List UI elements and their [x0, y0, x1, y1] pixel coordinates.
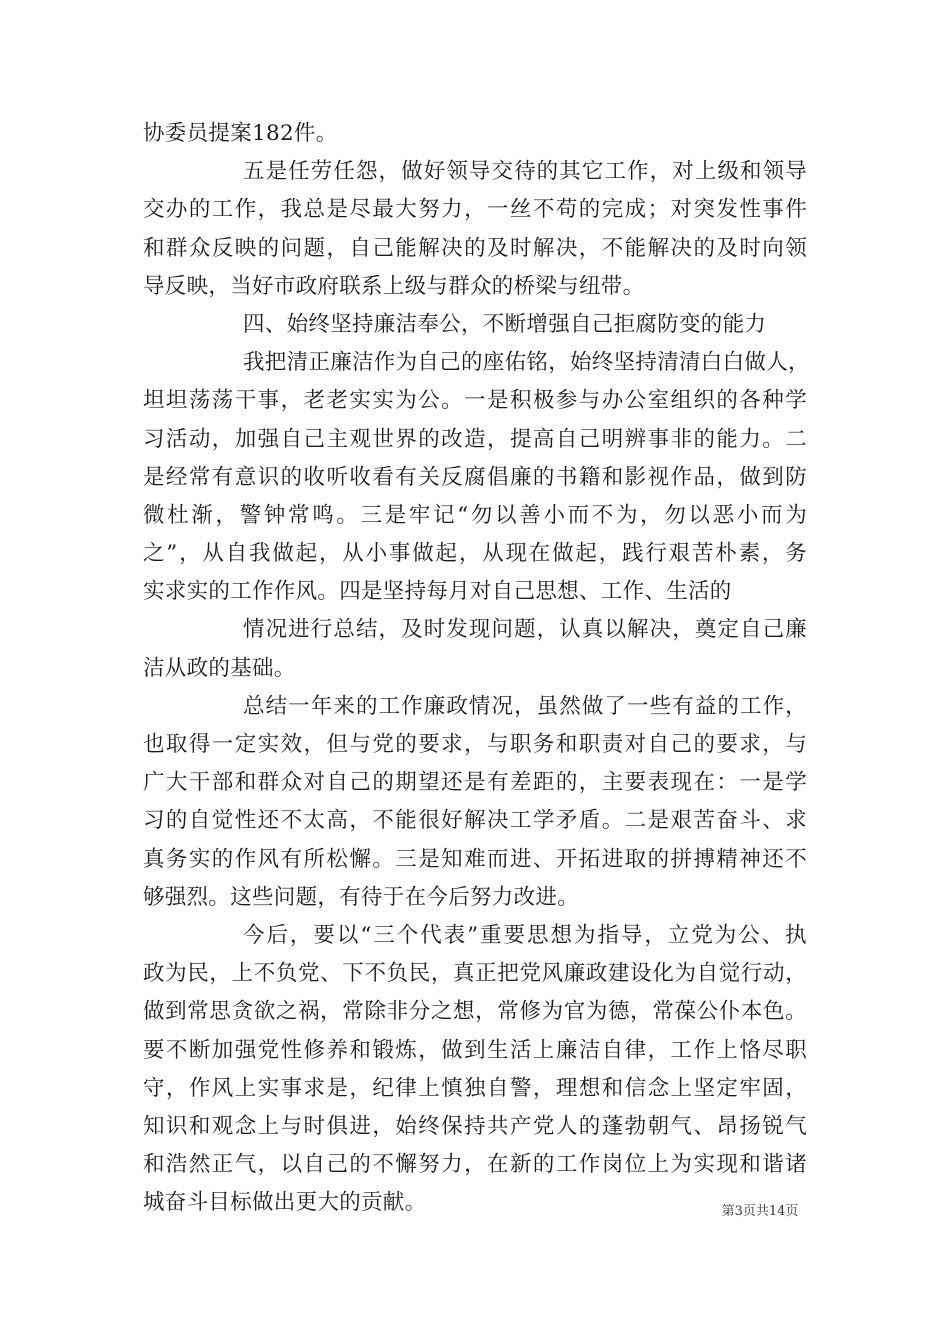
text-line: 城奋斗目标做出更大的贡献。 — [143, 1190, 427, 1216]
text-line: 习活动，加强自己主观世界的改造，提高自己明辨事非的能力。二 — [143, 426, 807, 452]
page-number-footer: 第3页共14页 — [721, 1204, 799, 1219]
text-line: 四、始终坚持廉洁奉公，不断增强自己拒腐防变的能力 — [243, 311, 767, 337]
text-line: 情况进行总结，及时发现问题，认真以解决，奠定自己廉 — [243, 617, 807, 643]
text-line: 广大干部和群众对自己的期望还是有差距的，主要表现在：一是学 — [143, 770, 807, 796]
text-line: 够强烈。这些问题，有待于在今后努力改进。 — [143, 884, 580, 910]
text-line: 今后，要以“三个代表”重要思想为指导，立党为公、执 — [243, 922, 807, 948]
text-line: 五是任劳任怨，做好领导交待的其它工作，对上级和领导 — [243, 159, 807, 185]
text-line: 要不断加强党性修养和锻炼，做到生活上廉洁自律，工作上恪尽职 — [143, 1037, 807, 1063]
text-line: 实求实的工作作风。四是坚持每月对自己思想、工作、生活的 — [143, 579, 732, 605]
text-line: 真务实的作风有所松懈。三是知难而进、开拓进取的拼搏精神还不 — [143, 846, 807, 872]
document-body — [143, 115, 810, 1222]
text-line: 我把清正廉洁作为自己的座佑铭，始终坚持清清白白做人， — [243, 350, 810, 376]
text-line: 知识和观念上与时俱进，始终保持共产党人的蓬勃朝气、昂扬锐气 — [143, 1113, 807, 1139]
text-line: 和群众反映的问题，自己能解决的及时解决，不能解决的及时向领 — [143, 235, 807, 261]
text-line: 习的自觉性还不太高，不能很好解决工学矛盾。二是艰苦奋斗、求 — [143, 808, 807, 834]
text-line: 守，作风上实事求是，纪律上慎独自警，理想和信念上坚定牢固， — [143, 1075, 807, 1101]
text-line: 政为民，上不负党、下不负民，真正把党风廉政建设化为自觉行动， — [143, 961, 807, 987]
text-line: 之”，从自我做起，从小事做起，从现在做起，践行艰苦朴素，务 — [143, 541, 807, 567]
text-line: 导反映，当好市政府联系上级与群众的桥梁与纽带。 — [143, 273, 645, 299]
text-line: 也取得一定实效，但与党的要求，与职务和职责对自己的要求，与 — [143, 732, 807, 757]
text-line: 做到常思贪欲之祸，常除非分之想，常修为官为德，常葆公仆本色。 — [143, 999, 807, 1025]
text-line: 坦坦荡荡干事，老老实实为公。一是积极参与办公室组织的各种学 — [143, 388, 807, 414]
text-line: 洁从政的基础。 — [143, 655, 296, 681]
text-line: 是经常有意识的收听收看有关反腐倡廉的书籍和影视作品，做到防 — [143, 464, 807, 490]
text-line: 协委员提案182件。 — [143, 121, 338, 146]
text-line: 交办的工作，我总是尽最大努力，一丝不苟的完成；对突发性事件 — [143, 197, 807, 223]
text-line: 和浩然正气，以自己的不懈努力，在新的工作岗位上为实现和谐诸 — [143, 1152, 807, 1178]
text-line: 微杜渐，警钟常鸣。三是牢记“勿以善小而不为，勿以恶小而为 — [143, 502, 807, 528]
text-line: 总结一年来的工作廉政情况，虽然做了一些有益的工作， — [243, 693, 807, 719]
